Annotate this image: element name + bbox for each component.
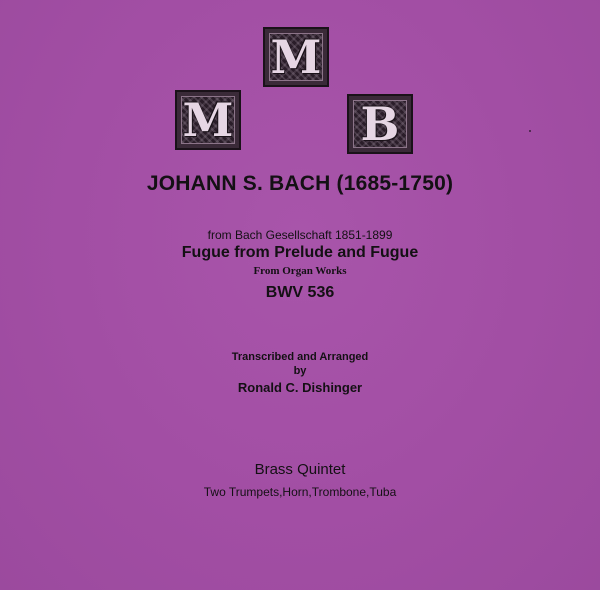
catalog-number: BWV 536 — [265, 284, 335, 301]
instrumentation-line: Two Trumpets,Horn,Trombone,Tuba — [203, 485, 397, 499]
source-line: from Bach Gesellschaft 1851-1899 — [207, 228, 393, 242]
logo-initial-b — [347, 94, 413, 154]
by-label: by — [293, 365, 307, 377]
work-subtitle: From Organ Works — [253, 265, 347, 277]
composer-heading: JOHANN S. BACH (1685-1750) — [146, 172, 454, 195]
logo-letter-m: M — [182, 93, 234, 147]
work-title: Fugue from Prelude and Fugue — [181, 244, 419, 261]
transcribed-label: Transcribed and Arranged — [231, 351, 369, 363]
logo-letter-b: B — [360, 97, 400, 151]
arranger-name: Ronald C. Dishinger — [237, 380, 363, 395]
logo-initial-m-left — [175, 90, 241, 150]
print-speck — [529, 130, 531, 132]
logo-initial-m-top — [263, 27, 329, 87]
logo-letter-m: M — [270, 30, 322, 84]
ensemble-title: Brass Quintet — [254, 461, 346, 478]
